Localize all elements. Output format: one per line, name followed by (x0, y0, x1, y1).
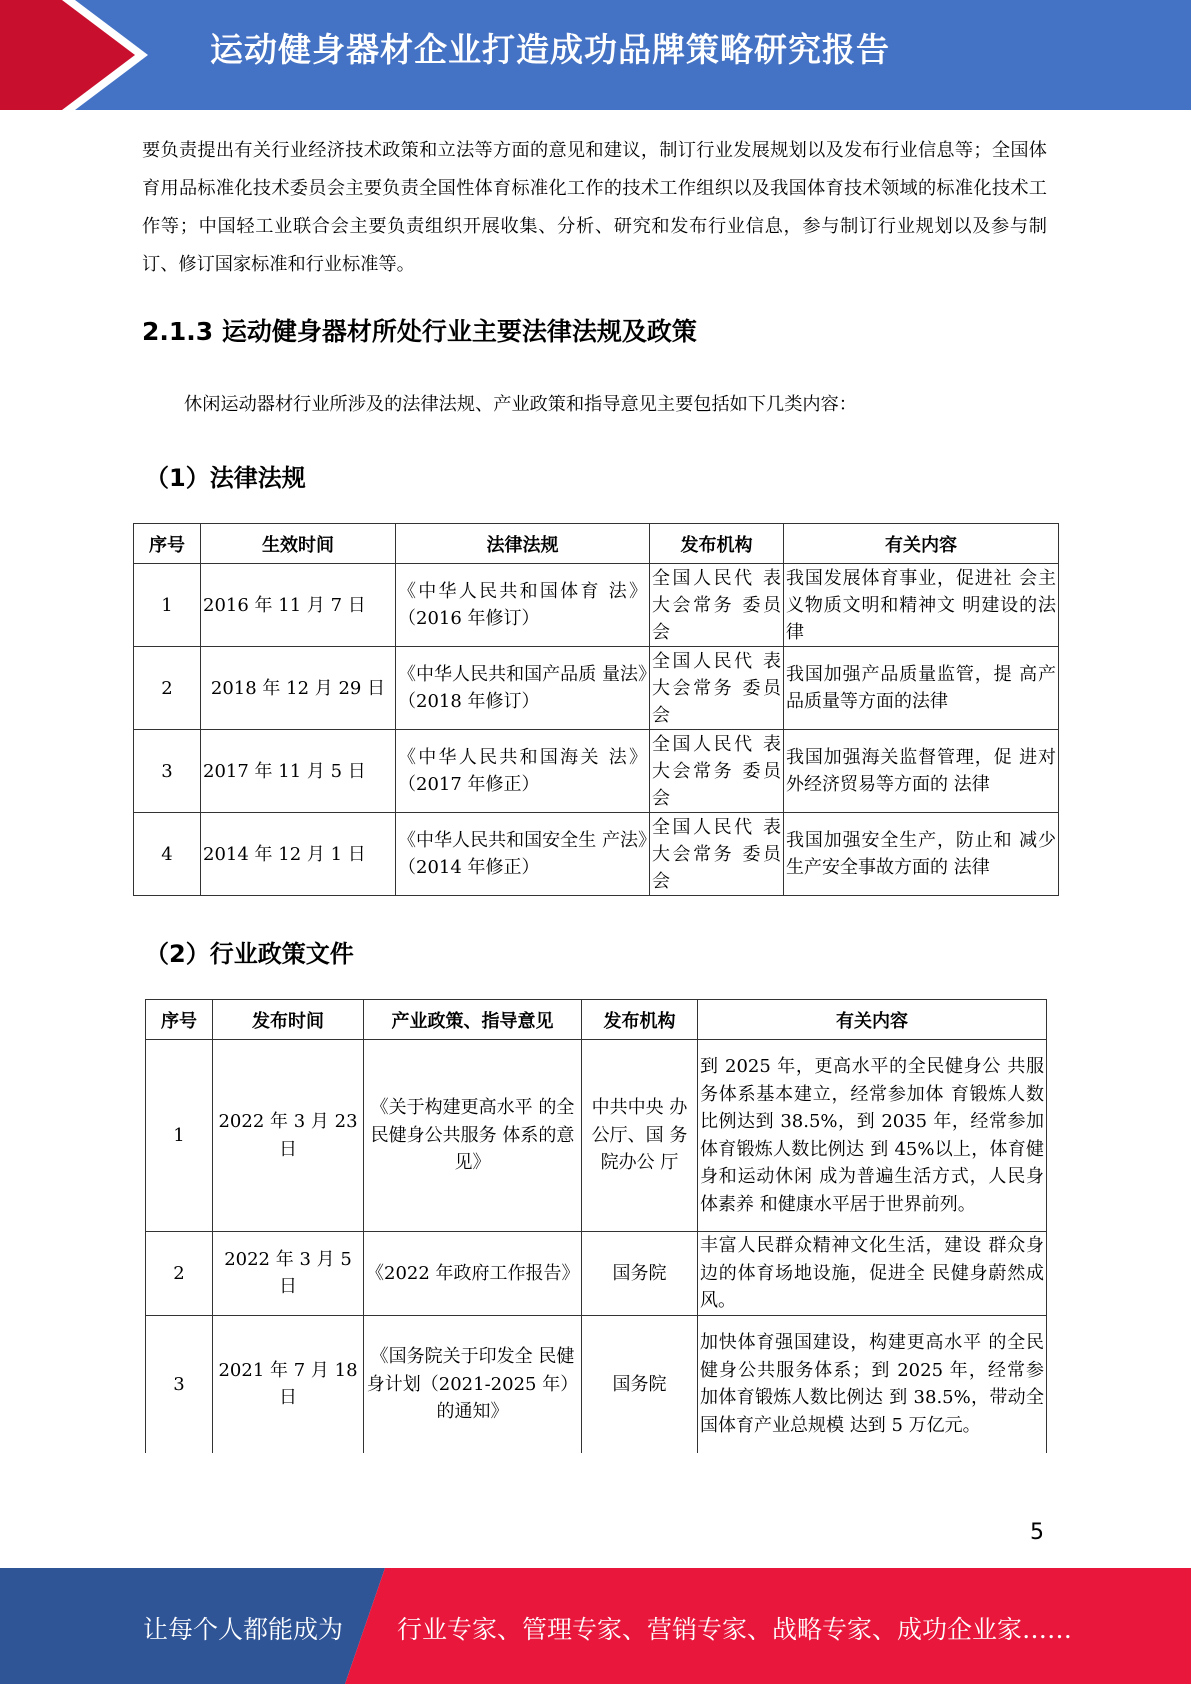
row-number: 2 (146, 1232, 213, 1316)
table-row (134, 730, 1059, 813)
policy-name: 《关于构建更高水平 的全民健身公共服务 体系的意见》 (364, 1040, 582, 1232)
column-header: 产业政策、指导意见 (364, 1000, 582, 1040)
column-header: 发布机构 (582, 1000, 698, 1040)
table-row (134, 813, 1059, 896)
law-name: 《中华人民共和国产品质 量法》（2018 年修订） (396, 647, 650, 730)
report-title: 运动健身器材企业打造成功品牌策略研究报告 (210, 30, 890, 69)
footer-slogan-left: 让每个人都能成为 (143, 1615, 344, 1644)
related-content: 我国加强产品质量监管，提 高产品质量等方面的法律 (784, 647, 1059, 730)
footer-slogan-right: 行业专家、管理专家、营销专家、战略专家、成功企业家…… (397, 1615, 1073, 1644)
policy-name: 《国务院关于印发全 民健身计划（2021-2025 年）的通知》 (364, 1315, 582, 1453)
table-row (134, 647, 1059, 730)
column-header: 序号 (134, 524, 201, 564)
section-intro: 休闲运动器材行业所涉及的法律法规、产业政策和指导意见主要包括如下几类内容： (184, 394, 857, 415)
related-content: 我国加强安全生产，防止和 减少生产安全事故方面的 法律 (784, 813, 1059, 896)
table1-heading: （1）法律法规 (145, 464, 306, 492)
related-content: 丰富人民群众精神文化生活，建设 群众身边的体育场地设施，促进全 民健身蔚然成风。 (698, 1232, 1047, 1316)
table-row (146, 1232, 1047, 1316)
related-content: 我国加强海关监督管理，促 进对外经济贸易等方面的 法律 (784, 730, 1059, 813)
issuing-body: 国务院 (582, 1315, 698, 1453)
issuing-body: 中共中央 办公厅、国 务院办公 厅 (582, 1040, 698, 1232)
table-row (134, 564, 1059, 647)
table2-heading: （2）行业政策文件 (145, 940, 354, 968)
effective-date: 2018 年 12 月 29 日 (201, 647, 396, 730)
effective-date: 2014 年 12 月 1 日 (201, 813, 396, 896)
header-arrow-decoration (0, 0, 170, 110)
column-header: 发布机构 (650, 524, 784, 564)
effective-date: 2017 年 11 月 5 日 (201, 730, 396, 813)
row-number: 1 (134, 564, 201, 647)
section-heading: 2.1.3 运动健身器材所处行业主要法律法规及政策 (142, 317, 697, 346)
issuing-body: 全国人民代 表大会常务 委员会 (650, 730, 784, 813)
table-row (146, 1040, 1047, 1232)
row-number: 3 (146, 1315, 213, 1453)
row-number: 1 (146, 1040, 213, 1232)
law-name: 《中华人民共和国海关 法》（2017 年修正） (396, 730, 650, 813)
effective-date: 2016 年 11 月 7 日 (201, 564, 396, 647)
row-number: 4 (134, 813, 201, 896)
row-number: 3 (134, 730, 201, 813)
issuing-body: 国务院 (582, 1232, 698, 1316)
body-paragraph: 要负责提出有关行业经济技术政策和立法等方面的意见和建议，制订行业发展规划以及发布行业信息等；全国体育用品标准化技术委员会主要负责全国性体育标准化工作的技术工作组织以及我国体育技术领域的标准化技术工作等；中国轻工业联合会主要负责组织开展收集、分析、研究和发布行业信息，参与制订行业规划以及参与制订、修订国家标准和行业标准等。 (142, 140, 1047, 275)
related-content: 我国发展体育事业，促进社 会主义物质文明和精神文 明建设的法律 (784, 564, 1059, 647)
publish-date: 2022 年 3 月 5 日 (213, 1232, 364, 1316)
page-footer (0, 1568, 1191, 1684)
column-header: 有关内容 (698, 1000, 1047, 1040)
page-number: 5 (1030, 1520, 1044, 1545)
publish-date: 2022 年 3 月 23 日 (213, 1040, 364, 1232)
related-content: 加快体育强国建设，构建更高水平 的全民健身公共服务体系；到 2025 年，经常参加体育锻炼人数比例达 到 38.5%，带动全国体育产业总规模 达到 5 万亿元。 (698, 1315, 1047, 1453)
column-header: 法律法规 (396, 524, 650, 564)
issuing-body: 全国人民代 表大会常务 委员会 (650, 647, 784, 730)
column-header: 有关内容 (784, 524, 1059, 564)
table-row (146, 1315, 1047, 1453)
related-content: 到 2025 年，更高水平的全民健身公 共服务体系基本建立，经常参加体 育锻炼人数比例达到 38.5%，到 2035 年，经常参加体育锻炼人数比例达 到 45%以上，体育健身和运动休闲 成为普遍生活方式，人民身体素养 和健康水平居于世界前列。 (698, 1040, 1047, 1232)
issuing-body: 全国人民代 表大会常务 委员会 (650, 813, 784, 896)
table-header-row (146, 1000, 1047, 1040)
column-header: 发布时间 (213, 1000, 364, 1040)
law-name: 《中华人民共和国安全生 产法》（2014 年修正） (396, 813, 650, 896)
laws-table (133, 523, 1059, 896)
table-header-row (134, 524, 1059, 564)
publish-date: 2021 年 7 月 18 日 (213, 1315, 364, 1453)
body-paragraph-block (142, 132, 1047, 284)
issuing-body: 全国人民代 表大会常务 委员会 (650, 564, 784, 647)
page-header (0, 0, 1191, 110)
row-number: 2 (134, 647, 201, 730)
law-name: 《中华人民共和国体育 法》（2016 年修订） (396, 564, 650, 647)
column-header: 生效时间 (201, 524, 396, 564)
policy-table (145, 999, 1047, 1453)
policy-name: 《2022 年政府工作报告》 (364, 1232, 582, 1316)
column-header: 序号 (146, 1000, 213, 1040)
